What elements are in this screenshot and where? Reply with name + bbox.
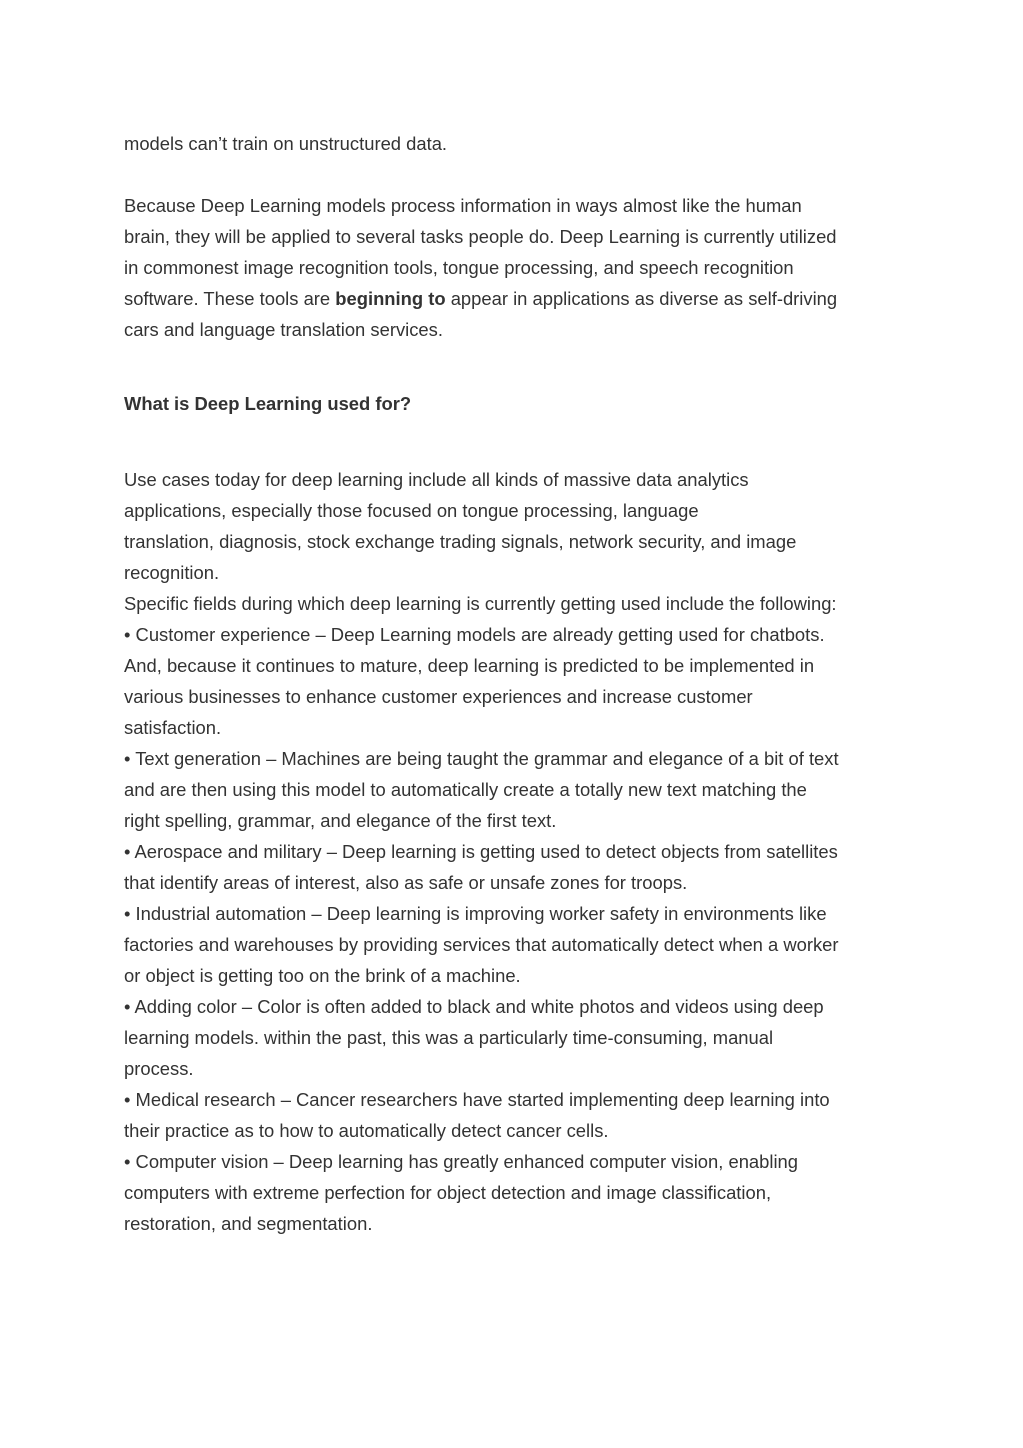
bullet-line-customer-experience: • Customer experience – Deep Learning models are already getting used for chatbots. [124, 624, 825, 645]
heading-gap [124, 419, 924, 464]
body-line: Use cases today for deep learning include all kinds of massive data analytics [124, 469, 749, 490]
bullet-line-adding-color: • Adding color – Color is often added to black and white photos and videos using deep [124, 996, 824, 1017]
line-suffix-text: appear in applications as diverse as self-driving [445, 288, 838, 309]
paragraph-line-with-bold [124, 283, 924, 314]
body-line: factories and warehouses by providing services that automatically detect when a worker [124, 934, 839, 955]
body-line: applications, especially those focused on tongue processing, language [124, 500, 699, 521]
body-line: translation, diagnosis, stock exchange trading signals, network security, and image [124, 531, 797, 552]
paragraph-gap [124, 159, 924, 190]
paragraph-deep-learning-intro [124, 190, 924, 345]
body-line: learning models. within the past, this was a particularly time-consuming, manual [124, 1027, 774, 1048]
body-line: that identify areas of interest, also as safe or unsafe zones for troops. [124, 872, 688, 893]
intro-tail-line: models can’t train on unstructured data. [124, 133, 448, 154]
body-line: right spelling, grammar, and elegance of the first text. [124, 810, 557, 831]
bold-emphasis-text: beginning to [335, 288, 446, 309]
body-line: recognition. [124, 562, 220, 583]
bullet-line-text-generation: • Text generation – Machines are being taught the grammar and elegance of a bit of text [124, 748, 839, 769]
line-prefix-text: software. These tools are [124, 288, 336, 309]
paragraph-line: Because Deep Learning models process information in ways almost like the human [124, 195, 802, 216]
body-line: various businesses to enhance customer experiences and increase customer [124, 686, 753, 707]
section-gap [124, 345, 924, 388]
paragraph-line: brain, they will be applied to several tasks people do. Deep Learning is currently utilized [124, 226, 837, 247]
body-line: satisfaction. [124, 717, 222, 738]
body-line: their practice as to how to automatically detect cancer cells. [124, 1120, 609, 1141]
body-line: And, because it continues to mature, deep learning is predicted to be implemented in [124, 655, 815, 676]
paragraph-line: in commonest image recognition tools, tongue processing, and speech recognition [124, 257, 794, 278]
section-heading: What is Deep Learning used for? [124, 393, 412, 414]
paragraph-line: cars and language translation services. [124, 319, 443, 340]
body-line: process. [124, 1058, 194, 1079]
body-line: Specific fields during which deep learning is currently getting used include the following: [124, 593, 837, 614]
section-body [124, 464, 924, 1239]
bullet-line-medical-research: • Medical research – Cancer researchers have started implementing deep learning into [124, 1089, 830, 1110]
bullet-line-computer-vision: • Computer vision – Deep learning has greatly enhanced computer vision, enabling [124, 1151, 799, 1172]
body-line: computers with extreme perfection for object detection and image classification, [124, 1182, 772, 1203]
document-page [124, 128, 924, 1239]
bullet-line-aerospace-military: • Aerospace and military – Deep learning is getting used to detect objects from satellites [124, 841, 838, 862]
body-line: restoration, and segmentation. [124, 1213, 373, 1234]
body-line: and are then using this model to automatically create a totally new text matching the [124, 779, 807, 800]
bullet-line-industrial-automation: • Industrial automation – Deep learning is improving worker safety in environments like [124, 903, 827, 924]
body-line: or object is getting too on the brink of a machine. [124, 965, 521, 986]
